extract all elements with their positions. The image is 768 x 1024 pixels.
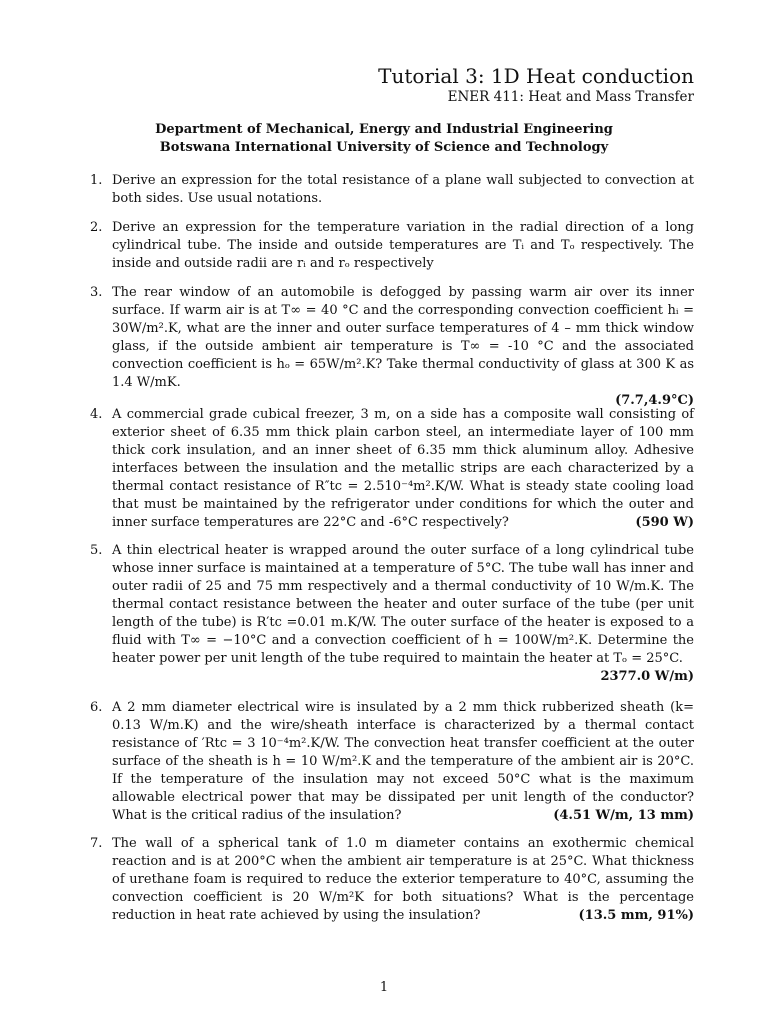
question-answer: (590 W)	[629, 514, 694, 532]
question-answer: (4.51 W/m, 13 mm)	[547, 807, 694, 825]
question-number: 5.	[90, 543, 103, 558]
page-title: Tutorial 3: 1D Heat conduction	[378, 64, 694, 88]
question-number: 4.	[90, 407, 103, 422]
question-item	[90, 835, 694, 925]
department-name: Department of Mechanical, Energy and Industrial Engineering	[155, 122, 613, 137]
question-text: The wall of a spherical tank of 1.0 m diameter contains an exothermic chemical reaction and is at 200°C when the ambient air temperature is at 25°C. What thickness of urethane foam is required to reduce the exterior temperature to 40°C, assuming the convection coefficient is 20 W/m²K for both situations? What is the percentage reduction in heat rate achieved by using the insulation?	[112, 836, 694, 923]
question-answer: 2377.0 W/m)	[600, 669, 694, 684]
question-number: 7.	[90, 836, 103, 851]
question-item	[90, 699, 694, 825]
question-text: A thin electrical heater is wrapped around the outer surface of a long cylindrical tube whose inner surface is maintained at a temperature of 5°C. The tube wall has inner and outer radii of 25 and 75 mm respectively and a thermal conductivity of 10 W/m.K. The thermal contact resistance between the heater and outer surface of the tube (per unit length of the tube) is R′tc =0.01 m.K/W. The outer surface of the heater is exposed to a fluid with T∞ = −10°C and a convection coefficient of h = 100W/m².K. Determine the heater power per unit length of the tube required to maintain the heater at Tₒ = 25°C.	[112, 543, 694, 666]
question-text: The rear window of an automobile is defogged by passing warm air over its inner surface. If warm air is at T∞ = 40 °C and the corresponding convection coefficient hᵢ = 30W/m².K, what are the inner and outer surface temperatures of 4 – mm thick window glass, if the outside ambient air temperature is T∞ = -10 °C and the associated convection coefficient is hₒ = 65W/m².K? Take thermal conductivity of glass at 300 K as 1.4 W/mK.	[112, 285, 694, 390]
question-answer: (13.5 mm, 91%)	[573, 907, 695, 925]
page-number: 1	[379, 980, 389, 995]
question-item	[90, 284, 694, 410]
question-text: Derive an expression for the total resistance of a plane wall subjected to convection at both sides. Use usual notations.	[112, 173, 694, 206]
question-text: Derive an expression for the temperature variation in the radial direction of a long cylindrical tube. The inside and outside temperatures are Tᵢ and Tₒ respectively. The inside and outside radii are rᵢ and rₒ respectively	[112, 220, 694, 271]
course-name: ENER 411: Heat and Mass Transfer	[447, 89, 694, 105]
question-number: 3.	[90, 285, 103, 300]
question-item	[90, 172, 694, 208]
question-item	[90, 542, 694, 686]
question-answer: (7.7,4.9°C)	[615, 393, 694, 408]
document-header	[378, 64, 694, 106]
question-item	[90, 406, 694, 532]
department-block	[0, 121, 768, 157]
university-name: Botswana International University of Science and Technology	[159, 140, 609, 155]
question-text: A 2 mm diameter electrical wire is insulated by a 2 mm thick rubberized sheath (k= 0.13 W/m.K) and the wire/sheath interface is characterized by a thermal contact resistance of ′Rtc = 3 10⁻⁴m².K/W. The convection heat transfer coefficient at the outer surface of the sheath is h = 10 W/m².K and the temperature of the ambient air is 20°C. If the temperature of the insulation may not exceed 50°C what is the maximum allowable electrical power that may be dissipated per unit length of the conductor? What is the critical radius of the insulation?	[112, 700, 694, 823]
question-text: A commercial grade cubical freezer, 3 m, on a side has a composite wall consisting of exterior sheet of 6.35 mm thick plain carbon steel, an intermediate layer of 100 mm thick cork insulation, and an inner sheet of 6.35 mm thick aluminum alloy. Adhesive interfaces between the insulation and the metallic strips are each characterized by a thermal contact resistance of R″tc = 2.510⁻⁴m².K/W. What is steady state cooling load that must be maintained by the refrigerator under conditions for which the outer and inner surface temperatures are 22°C and -6°C respectively?	[112, 407, 694, 530]
question-item	[90, 219, 694, 273]
question-number: 6.	[90, 700, 103, 715]
question-number: 1.	[90, 173, 103, 188]
question-number: 2.	[90, 220, 103, 235]
